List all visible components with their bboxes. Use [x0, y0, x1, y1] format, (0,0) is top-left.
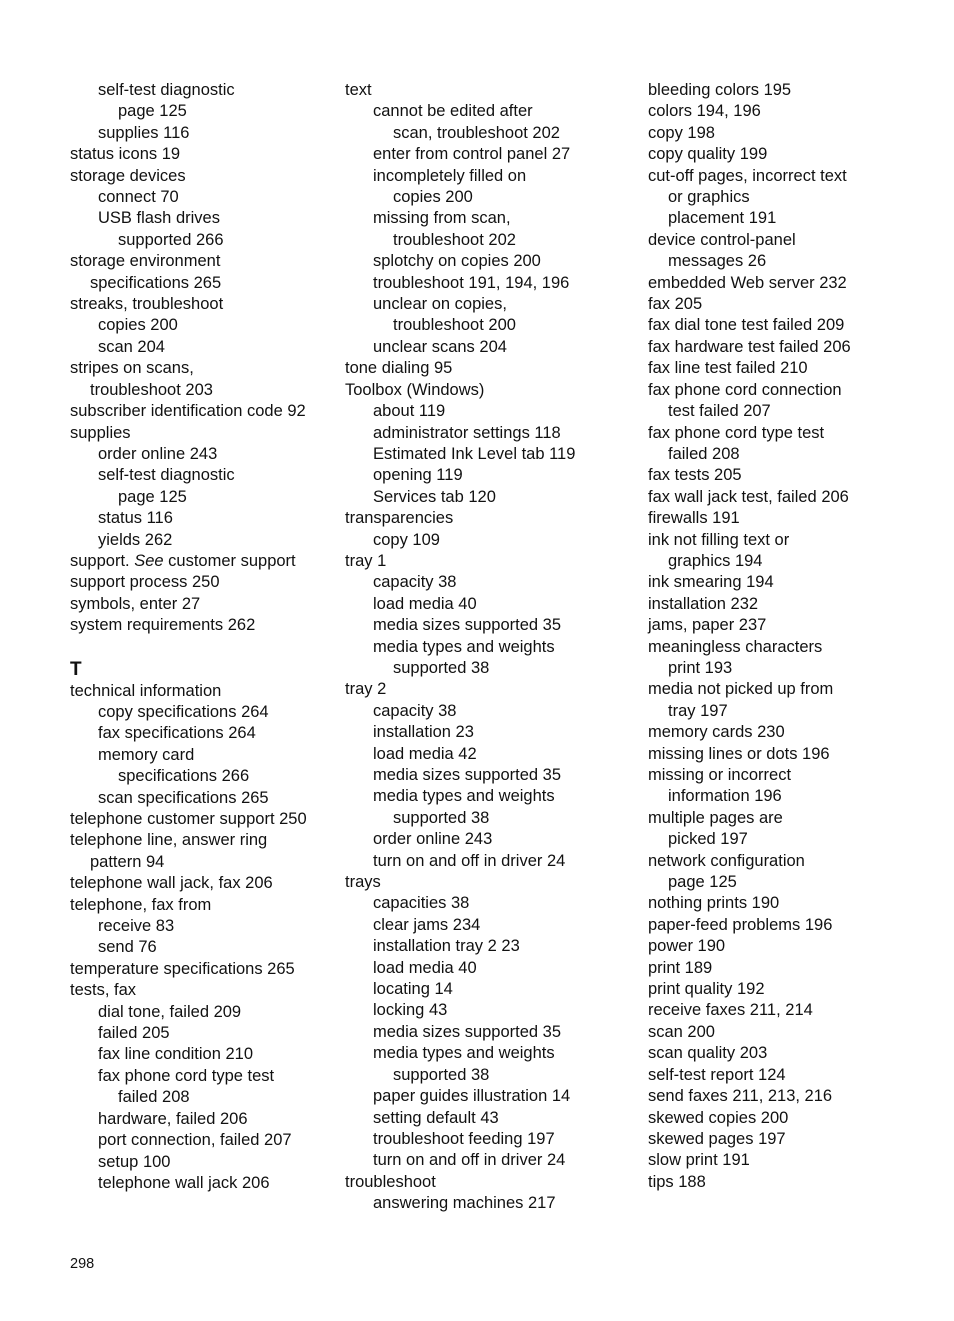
index-subentry: hardware, failed 206: [98, 1109, 248, 1128]
index-subentry: yields 262: [98, 530, 173, 549]
entry-text: customer support: [163, 551, 296, 570]
index-subentry: troubleshoot 191, 194, 196: [373, 273, 570, 292]
index-subentry: copies 200: [393, 188, 473, 207]
index-entry: technical information: [70, 681, 222, 700]
index-entry: skewed pages 197: [648, 1129, 786, 1148]
index-subentry: fax line condition 210: [98, 1045, 254, 1064]
index-subentry: unclear scans 204: [373, 337, 507, 356]
index-subentry: send 76: [98, 938, 157, 957]
index-entry-continuation: or graphics: [668, 188, 750, 207]
index-subentry: fax specifications 264: [98, 724, 256, 743]
index-subentry: self-test diagnostic: [98, 466, 235, 485]
index-subentry: order online 243: [98, 444, 218, 463]
index-entry-continuation: graphics 194: [668, 551, 763, 570]
index-entry: subscriber identification code 92: [70, 402, 306, 421]
index-entry: print 189: [648, 958, 713, 977]
index-subentry: incompletely filled on: [373, 166, 527, 185]
index-entry: telephone customer support 250: [70, 810, 307, 828]
index-entry: missing lines or dots 196: [648, 744, 830, 763]
index-entry: device control-panel: [648, 230, 796, 249]
index-entry: cut-off pages, incorrect text: [648, 166, 847, 185]
index-column-3: [648, 80, 948, 1193]
index-entry: embedded Web server 232: [648, 273, 847, 292]
index-entry-continuation: specifications 265: [90, 273, 222, 292]
index-subentry: capacity 38: [373, 701, 457, 720]
index-subentry: media sizes supported 35: [373, 616, 562, 635]
section-letter-heading: T: [70, 658, 82, 680]
index-entry: multiple pages are: [648, 808, 783, 827]
index-subentry: troubleshoot 200: [393, 316, 516, 335]
index-entry-continuation: placement 191: [668, 209, 777, 228]
index-subentry: media types and weights: [373, 1044, 555, 1063]
index-subentry: administrator settings 118: [373, 423, 561, 442]
index-subentry: locking 43: [373, 1001, 448, 1020]
index-subentry: supported 38: [393, 808, 490, 827]
index-entry: copy quality 199: [648, 145, 768, 164]
index-subentry: enter from control panel 27: [373, 145, 571, 164]
index-entry: ink not filling text or: [648, 530, 790, 549]
index-subentry: clear jams 234: [373, 915, 481, 934]
index-entry: [70, 551, 335, 572]
index-entry: telephone line, answer ring: [70, 831, 268, 850]
index-entry: paper-feed problems 196: [648, 915, 833, 934]
index-entry: fax line test failed 210: [648, 359, 808, 378]
index-subentry: cannot be edited after: [373, 102, 533, 121]
index-subentry: Services tab 120: [373, 487, 496, 506]
index-subentry: capacities 38: [373, 894, 470, 913]
index-subentry: connect 70: [98, 188, 179, 207]
index-subentry: opening 119: [373, 466, 463, 485]
index-subentry: media sizes supported 35: [373, 766, 562, 784]
index-subentry: failed 208: [118, 1088, 190, 1107]
index-subentry: load media 40: [373, 594, 477, 613]
index-entry: storage devices: [70, 166, 186, 185]
index-subentry: scan 204: [98, 337, 165, 356]
index-subentry: page 125: [118, 102, 187, 121]
index-subentry: receive 83: [98, 917, 175, 936]
index-entry-continuation: test failed 207: [668, 402, 771, 421]
see-reference: See: [134, 551, 164, 570]
index-entry: support process 250: [70, 573, 220, 592]
index-entry: fax tests 205: [648, 466, 742, 485]
index-entry-continuation: pattern 94: [90, 852, 165, 871]
index-subentry: turn on and off in driver 24: [373, 851, 566, 870]
index-subentry: troubleshoot 202: [393, 230, 516, 249]
index-entry: self-test report 124: [648, 1065, 786, 1084]
index-entry: fax 205: [648, 295, 703, 314]
index-subentry: scan specifications 265: [98, 788, 269, 807]
index-subentry: installation tray 2 23: [373, 937, 520, 956]
index-subentry: status 116: [98, 509, 173, 528]
index-entry-continuation: failed 208: [668, 444, 740, 463]
entry-text: support.: [70, 551, 135, 570]
index-subentry: page 125: [118, 487, 187, 506]
index-subentry: load media 42: [373, 744, 477, 763]
index-entry: skewed copies 200: [648, 1108, 789, 1127]
index-entry: telephone, fax from: [70, 895, 212, 914]
index-entry: temperature specifications 265: [70, 959, 295, 978]
index-entry: tray 1: [345, 551, 387, 570]
index-entry: tone dialing 95: [345, 359, 453, 378]
index-subentry: setting default 43: [373, 1108, 499, 1127]
index-subentry: copy 109: [373, 530, 440, 549]
index-subentry: dial tone, failed 209: [98, 1002, 242, 1021]
index-entry-continuation: troubleshoot 203: [90, 380, 213, 399]
index-entry-continuation: page 125: [668, 873, 737, 892]
index-entry: ink smearing 194: [648, 573, 774, 592]
index-subentry: telephone wall jack 206: [98, 1173, 270, 1192]
index-entry: scan quality 203: [648, 1044, 768, 1063]
index-subentry: supported 38: [393, 1065, 490, 1084]
index-subentry: supported 38: [393, 658, 490, 677]
index-entry: nothing prints 190: [648, 894, 780, 913]
index-entry: fax phone cord type test: [648, 423, 825, 442]
index-subentry: locating 14: [373, 980, 453, 999]
index-entry: print quality 192: [648, 980, 765, 999]
index-subentry: port connection, failed 207: [98, 1131, 292, 1150]
index-entry-continuation: print 193: [668, 658, 733, 677]
index-subentry: unclear on copies,: [373, 295, 507, 314]
index-subentry: installation 23: [373, 723, 474, 742]
index-subentry: self-test diagnostic: [98, 81, 235, 99]
index-entry: colors 194, 196: [648, 102, 761, 121]
index-entry: memory cards 230: [648, 723, 785, 742]
index-entry: storage environment: [70, 252, 221, 271]
index-entry: receive faxes 211, 214: [648, 1001, 813, 1020]
index-subentry: memory card: [98, 745, 195, 764]
index-entry-continuation: messages 26: [668, 252, 767, 271]
section-gap: [70, 637, 335, 659]
index-subentry: splotchy on copies 200: [373, 252, 541, 271]
index-entry: status icons 19: [70, 145, 181, 164]
index-entry: trays: [345, 873, 381, 892]
index-entry: power 190: [648, 937, 726, 956]
index-column-1: [70, 80, 335, 1194]
index-entry: tray 2: [345, 680, 387, 699]
index-subentry: about 119: [373, 402, 446, 421]
index-entry-continuation: picked 197: [668, 830, 748, 849]
index-column-2: [345, 80, 635, 1215]
index-subentry: Estimated Ink Level tab 119: [373, 444, 576, 463]
index-entry: installation 232: [648, 594, 759, 613]
index-entry: fax phone cord connection: [648, 380, 842, 399]
index-subentry: setup 100: [98, 1152, 171, 1171]
index-entry: stripes on scans,: [70, 359, 194, 378]
index-subentry: supplies 116: [98, 123, 190, 142]
index-entry: slow print 191: [648, 1151, 750, 1170]
index-entry: Toolbox (Windows): [345, 380, 485, 399]
index-subentry: load media 40: [373, 958, 477, 977]
index-entry: bleeding colors 195: [648, 81, 792, 99]
index-subentry: paper guides illustration 14: [373, 1087, 571, 1106]
index-entry: media not picked up from: [648, 680, 834, 699]
index-entry: scan 200: [648, 1022, 715, 1041]
index-subentry: copies 200: [98, 316, 178, 335]
index-entry-continuation: tray 197: [668, 701, 728, 720]
index-entry: jams, paper 237: [648, 616, 767, 635]
index-subentry: missing from scan,: [373, 209, 511, 228]
index-subentry: specifications 266: [118, 767, 250, 786]
index-entry: text: [345, 81, 372, 99]
index-entry: network configuration: [648, 851, 805, 870]
index-subentry: order online 243: [373, 830, 493, 849]
index-entry: fax wall jack test, failed 206: [648, 487, 849, 506]
index-entry: transparencies: [345, 509, 454, 528]
index-entry: telephone wall jack, fax 206: [70, 874, 273, 893]
index-subentry: capacity 38: [373, 573, 457, 592]
index-entry: streaks, troubleshoot: [70, 295, 224, 314]
index-entry: copy 198: [648, 123, 715, 142]
index-entry: fax hardware test failed 206: [648, 337, 851, 356]
index-subentry: media types and weights: [373, 787, 555, 806]
index-subentry: turn on and off in driver 24: [373, 1151, 566, 1170]
index-subentry: media types and weights: [373, 637, 555, 656]
index-entry: missing or incorrect: [648, 766, 792, 784]
index-entry: supplies: [70, 423, 131, 442]
index-entry: tests, fax: [70, 981, 137, 1000]
index-subentry: fax phone cord type test: [98, 1066, 275, 1085]
index-subentry: copy specifications 264: [98, 702, 269, 721]
index-subentry: supported 266: [118, 230, 224, 249]
index-entry: meaningless characters: [648, 637, 823, 656]
index-subentry: failed 205: [98, 1024, 170, 1043]
index-entry-continuation: information 196: [668, 787, 782, 806]
index-entry: troubleshoot: [345, 1172, 436, 1191]
index-subentry: scan, troubleshoot 202: [393, 123, 560, 142]
index-entry: fax dial tone test failed 209: [648, 316, 845, 335]
page-number: 298: [70, 1256, 95, 1272]
index-entry: symbols, enter 27: [70, 594, 201, 613]
index-entry: firewalls 191: [648, 509, 740, 528]
index-entry: system requirements 262: [70, 616, 256, 635]
index-subentry: media sizes supported 35: [373, 1022, 562, 1041]
index-subentry: answering machines 217: [373, 1194, 556, 1213]
index-entry: tips 188: [648, 1172, 706, 1191]
index-subentry: troubleshoot feeding 197: [373, 1129, 555, 1148]
index-subentry: USB flash drives: [98, 209, 220, 228]
index-entry: send faxes 211, 213, 216: [648, 1087, 833, 1106]
